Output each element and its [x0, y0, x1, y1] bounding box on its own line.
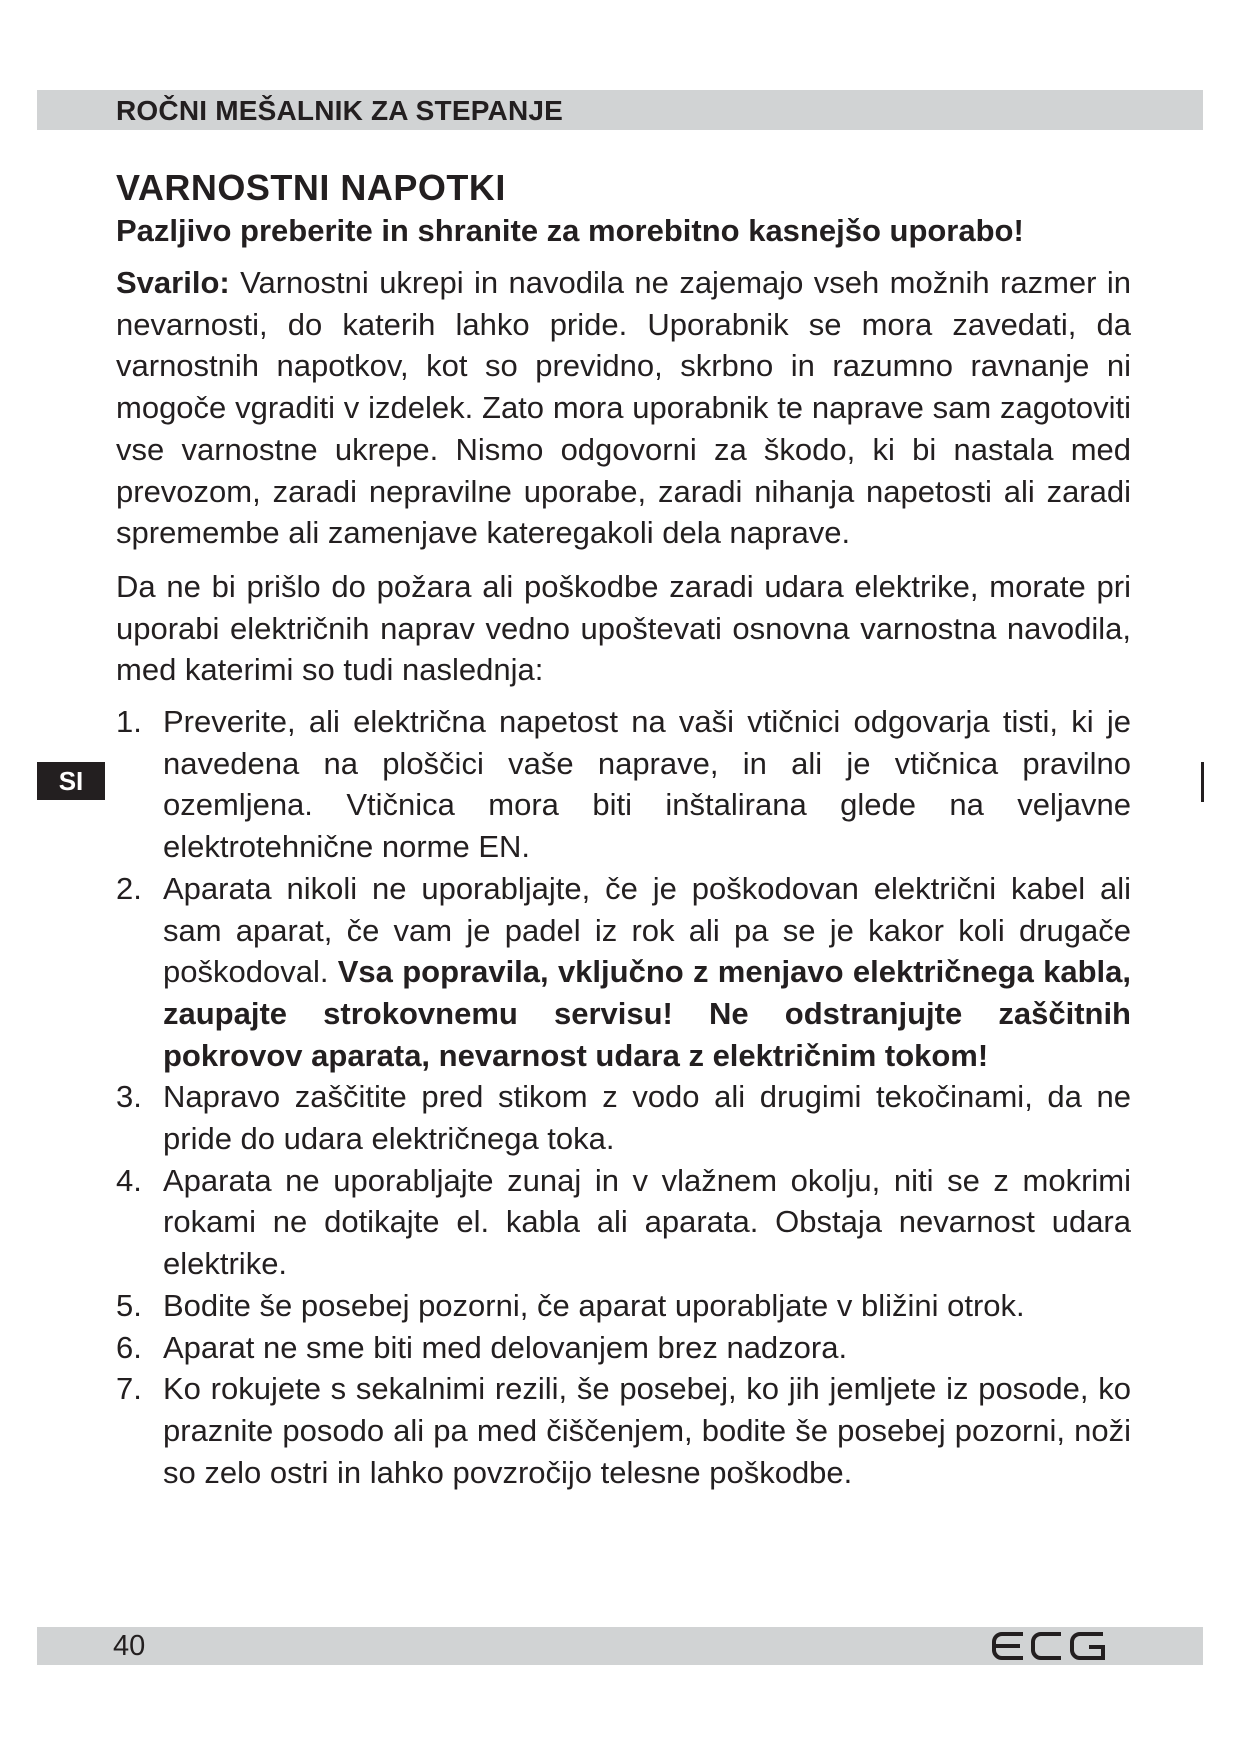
list-item-text: Aparata nikoli ne uporabljajte, če je poškodovan električni kabel ali sam aparat, če vam je padel iz rok ali pa se je kakor koli drugače poškodoval. [163, 870, 1131, 990]
main-content [116, 160, 1131, 1493]
list-item [116, 1285, 1131, 1327]
list-item-number: 2. [116, 870, 142, 906]
ecg-logo [990, 1629, 1108, 1663]
logo-letter-g [1072, 1634, 1103, 1658]
list-item [116, 1076, 1131, 1159]
list-item-number: 5. [116, 1287, 142, 1323]
warning-paragraph [116, 262, 1131, 554]
list-item [116, 868, 1131, 1077]
list-item-number: 3. [116, 1079, 142, 1115]
list-item [116, 1327, 1131, 1369]
list-item-number: 6. [116, 1329, 142, 1365]
list-item-bold-text: Vsa popravila, vključno z menjavo električnega kabla, zaupajte strokovnemu servisu! Ne odstranjujte zaščitnih pokrovov aparata, nevarnost udara z električnim tokom! [163, 954, 1131, 1073]
list-item-text: Napravo zaščitite pred stikom z vodo ali drugimi tekočinami, da ne pride do udara električnega toka. [163, 1079, 1131, 1157]
list-item-text: Preverite, ali električna napetost na vaši vtičnici odgovarja tisti, ki je navedena na ploščici vaše naprave, in ali je vtičnica pravilno ozemljena. Vtičnica mora biti inštalirana glede na veljavne elektrotehnične norme EN. [163, 704, 1131, 865]
list-item-text: Bodite še posebej pozorni, če aparat uporabljate v bližini otrok. [163, 1287, 1025, 1323]
document-header-title: ROČNI MEŠALNIK ZA STEPANJE [116, 95, 564, 126]
list-item [116, 701, 1131, 868]
list-item-text: Aparata ne uporabljajte zunaj in v vlažnem okolju, niti se z mokrimi rokami ne dotikajte el. kabla ali aparata. Obstaja nevarnost udara elektrike. [163, 1162, 1131, 1282]
safety-rules-list [116, 701, 1131, 1493]
warning-text: Varnostni ukrepi in navodila ne zajemajo vseh možnih razmer in nevarnosti, do katerih lahko pride. Uporabnik se mora zavedati, da varnostnih napotkov, kot so previdno, skrbno in razumno ravnanje ni mogoče vgraditi v izdelek. Zato mora uporabnik te naprave sam zagotoviti vse varnostne ukrepe. Nismo odgovorni za škodo, ki bi nastala med prevozom, zaradi nepravilne uporabe, zaradi nihanja napetosti ali zaradi spremembe ali zamenjave kateregakoli dela naprave. [116, 265, 1131, 551]
logo-letter-c [1033, 1634, 1061, 1658]
intro-paragraph: Da ne bi prišlo do požara ali poškodbe zaradi udara elektrike, morate pri uporabi električnih naprav vedno upoštevati osnovna varnostna navodila, med katerimi so tudi naslednja: [116, 568, 1131, 688]
page-edge-marker [1201, 762, 1204, 802]
list-item-text: Ko rokujete s sekalnimi rezili, še posebej, ko jih jemljete iz posode, ko praznite posodo ali pa med čiščenjem, bodite še posebej pozorni, noži so zelo ostri in lahko povzročijo telesne poškodbe. [163, 1371, 1131, 1490]
page-number: 40 [113, 1630, 146, 1662]
list-item-number: 7. [116, 1371, 142, 1407]
section-title: VARNOSTNI NAPOTKI [116, 167, 506, 208]
warning-label: Svarilo: [116, 265, 230, 300]
logo-letter-e [994, 1634, 1023, 1658]
list-item-number: 4. [116, 1162, 142, 1198]
list-item [116, 1368, 1131, 1493]
section-subtitle: Pazljivo preberite in shranite za morebitno kasnejšo uporabo! [116, 213, 1024, 248]
list-item [116, 1160, 1131, 1285]
list-item-text: Aparat ne sme biti med delovanjem brez nadzora. [163, 1329, 848, 1365]
list-item-number: 1. [116, 704, 142, 740]
language-badge: SI [37, 762, 105, 800]
